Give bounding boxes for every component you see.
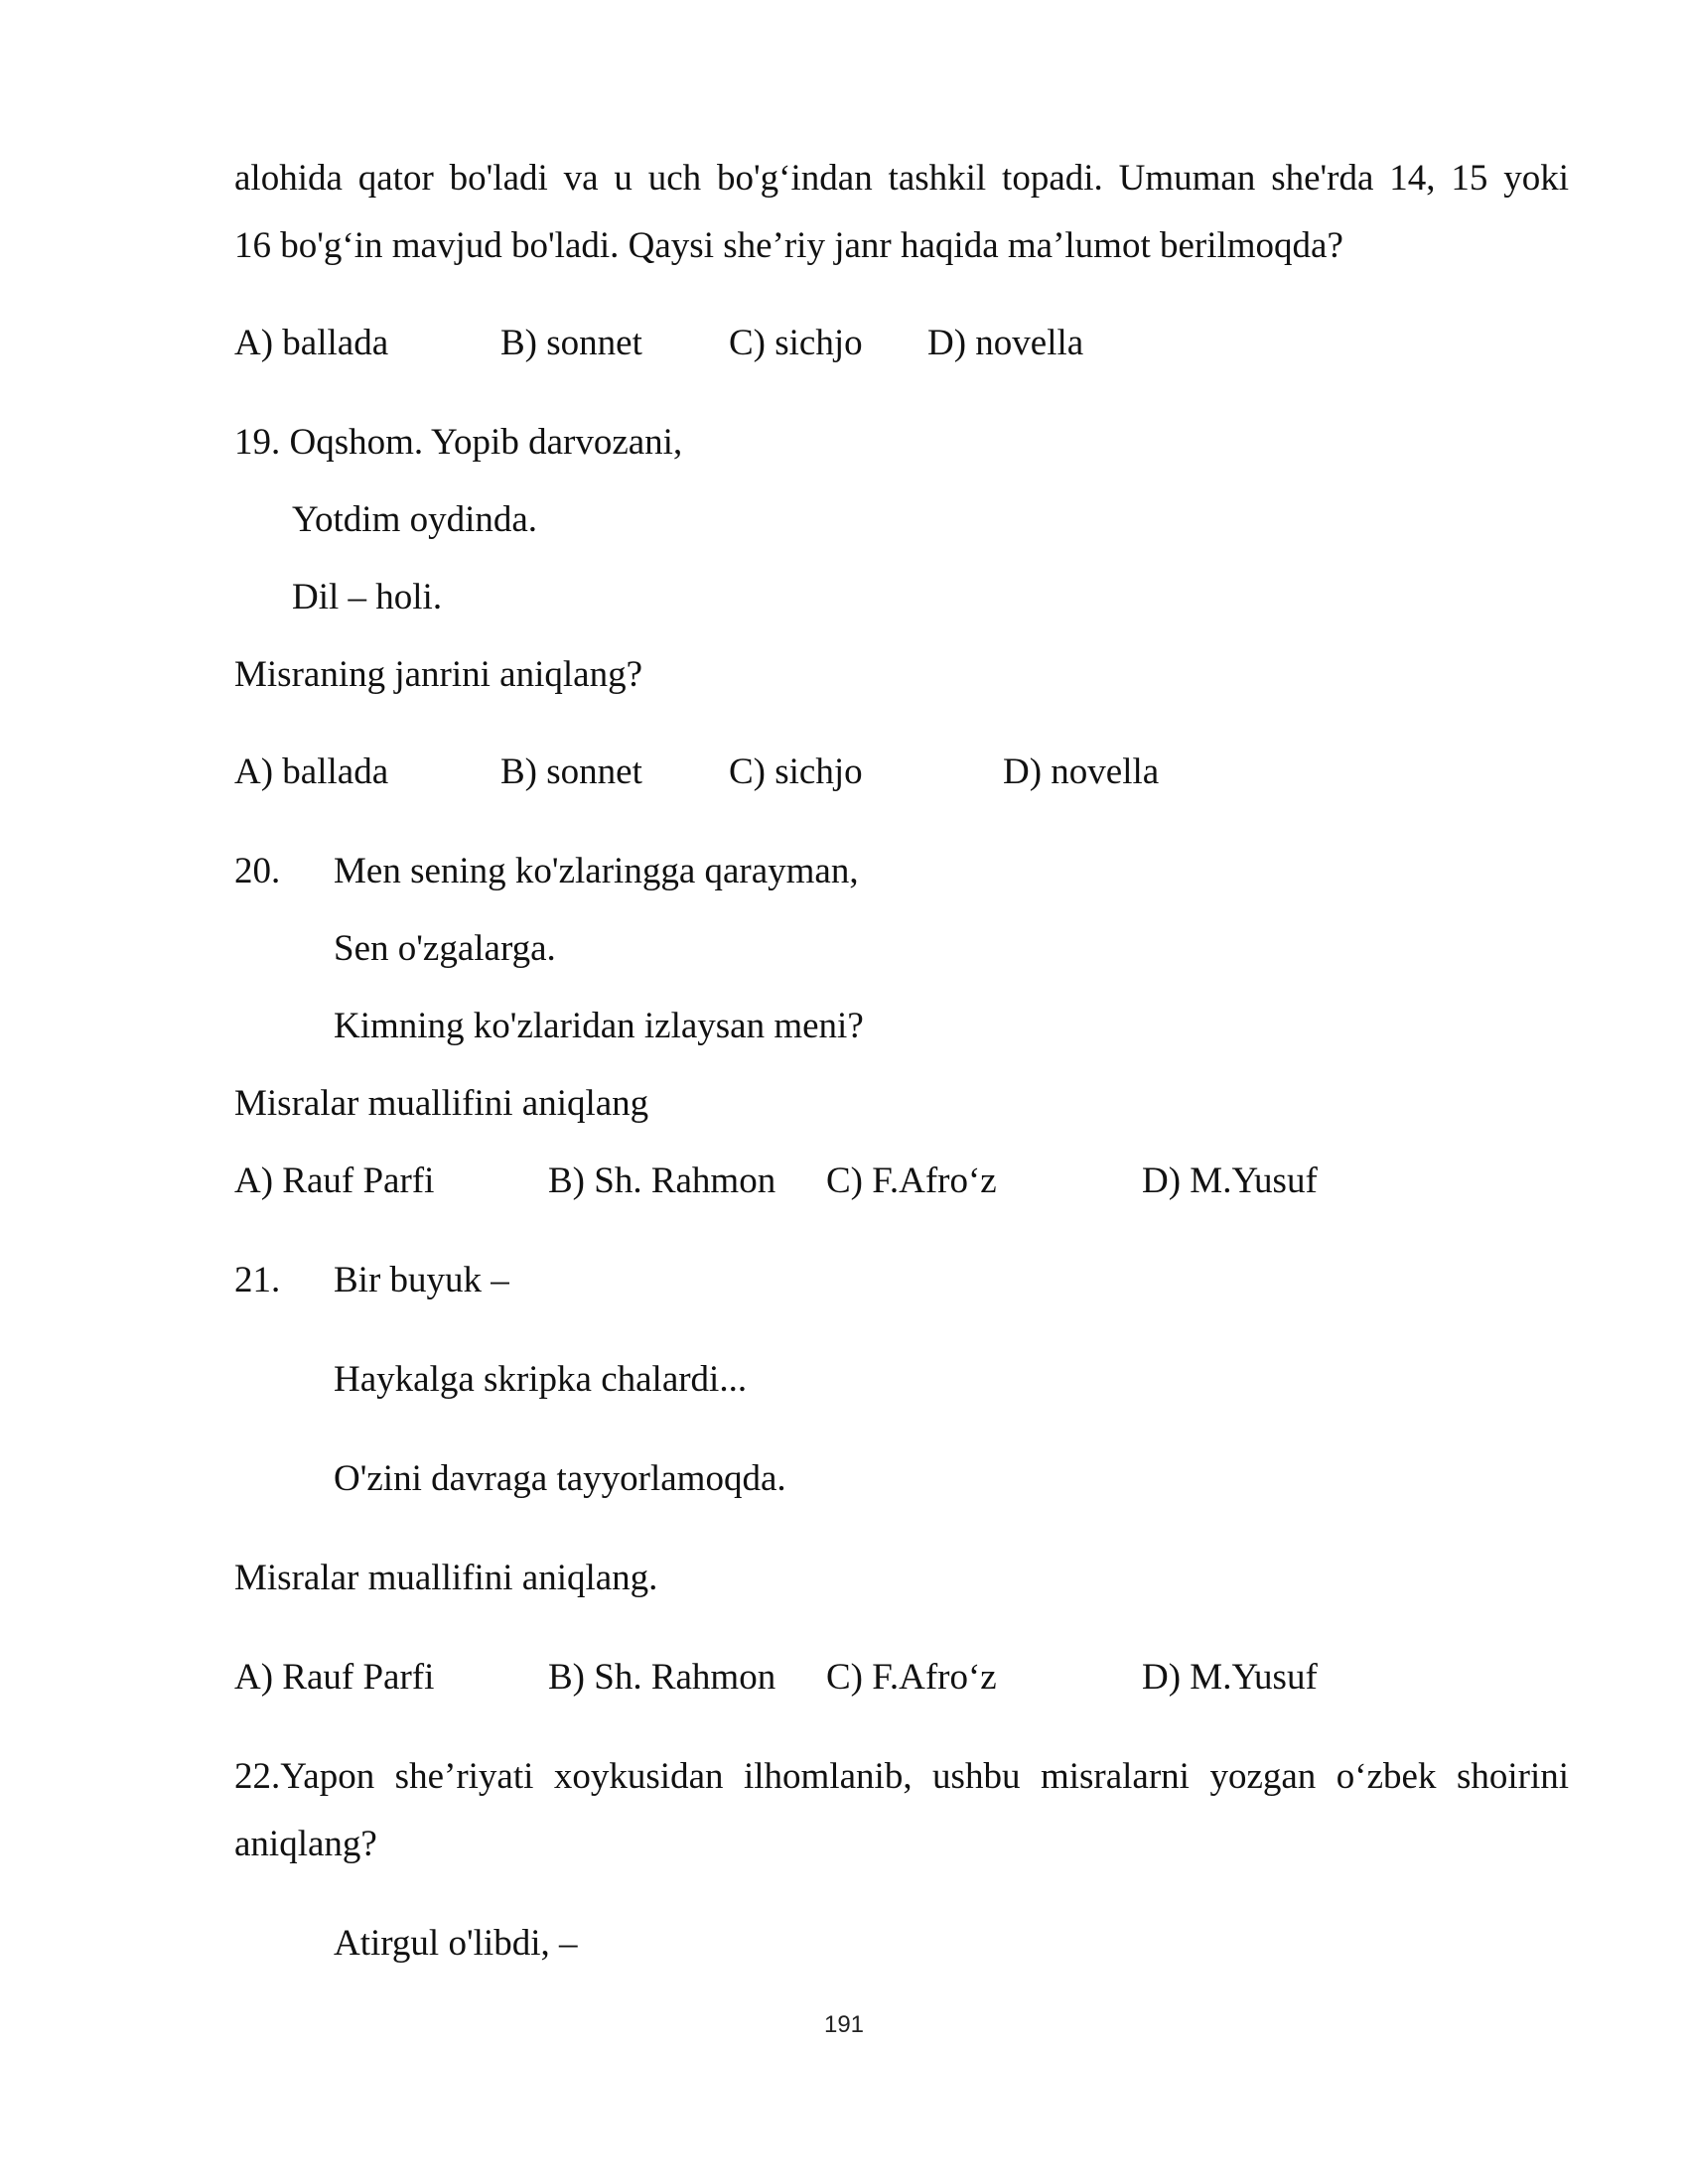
q19-line-3: Dil – holi.: [292, 577, 443, 617]
option-c: C) sichjo: [729, 323, 863, 363]
q19-line-2: Yotdim oydinda.: [292, 499, 538, 540]
option-b: B) sonnet: [500, 751, 642, 792]
q19-prompt: Misraning janrini aniqlang?: [234, 654, 643, 695]
intro-line-1: alohida qator bo'ladi va u uch bo'g‘indan tashkil topadi. Umuman she'rda 14, 15 yoki: [234, 158, 1569, 199]
option-d: D) novella: [1003, 751, 1160, 792]
option-a: A) Rauf Parfi: [234, 1657, 435, 1698]
option-b: B) Sh. Rahmon: [548, 1160, 776, 1201]
option-d: D) M.Yusuf: [1142, 1160, 1318, 1201]
q20-line-2: Sen o'zgalarga.: [334, 928, 556, 969]
q21-number: 21.: [234, 1260, 281, 1300]
q22-verse-1: Atirgul o'libdi, –: [334, 1923, 578, 1964]
q20-prompt: Misralar muallifini aniqlang: [234, 1083, 649, 1124]
option-b: B) sonnet: [500, 323, 642, 363]
option-a: A) Rauf Parfi: [234, 1160, 435, 1201]
intro-line-2: 16 bo'g‘in mavjud bo'ladi. Qaysi she’riy janr haqida ma’lumot berilmoqda?: [234, 225, 1343, 266]
option-a: A) ballada: [234, 323, 389, 363]
q21-line-1: Bir buyuk –: [334, 1260, 509, 1300]
page-number: 191: [823, 2011, 865, 2038]
q20-line-1: Men sening ko'zlaringga qarayman,: [334, 851, 859, 891]
option-b: B) Sh. Rahmon: [548, 1657, 776, 1698]
q20-number: 20.: [234, 851, 281, 891]
q21-line-3: O'zini davraga tayyorlamoqda.: [334, 1458, 786, 1499]
q22-line-2: aniqlang?: [234, 1824, 377, 1864]
option-c: C) sichjo: [729, 751, 863, 792]
q21-prompt: Misralar muallifini aniqlang.: [234, 1558, 658, 1598]
option-c: C) F.Afro‘z: [826, 1160, 997, 1201]
option-a: A) ballada: [234, 751, 389, 792]
option-c: C) F.Afro‘z: [826, 1657, 997, 1698]
q19-line-1: 19. Oqshom. Yopib darvozani,: [234, 422, 683, 463]
option-d: D) novella: [927, 323, 1084, 363]
q22-line-1: 22.Yapon she’riyati xoykusidan ilhomlanib, ushbu misralarni yozgan o‘zbek shoirini: [234, 1756, 1569, 1797]
q21-line-2: Haykalga skripka chalardi...: [334, 1359, 748, 1400]
option-d: D) M.Yusuf: [1142, 1657, 1318, 1698]
q20-line-3: Kimning ko'zlaridan izlaysan meni?: [334, 1006, 864, 1046]
